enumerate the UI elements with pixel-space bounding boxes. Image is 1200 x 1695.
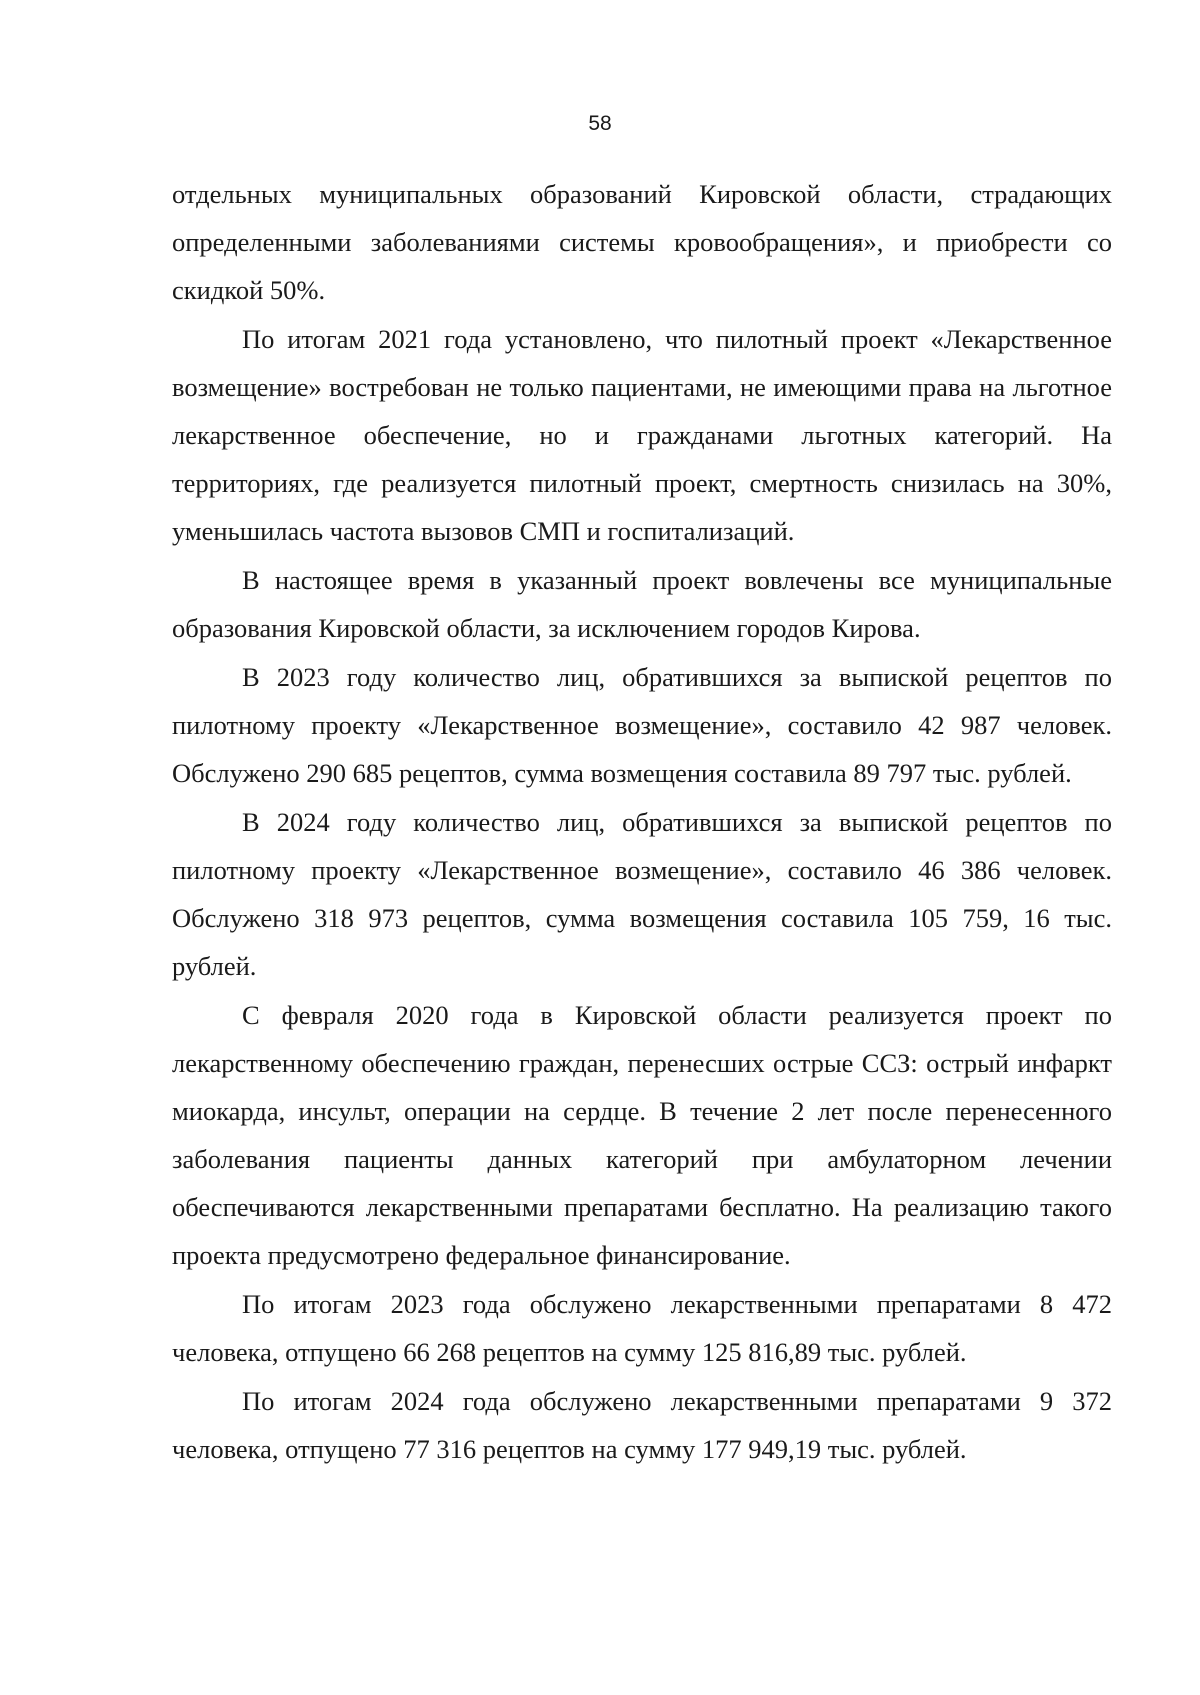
- paragraph-continuation: отдельных муниципальных образований Кировской области, страдающих определенными заболеваниями системы кровообращения», и приобрести со скидкой 50%.: [172, 179, 1112, 305]
- paragraph-pilot-results-2021: По итогам 2021 года установлено, что пилотный проект «Лекарственное возмещение» востребован не только пациентами, не имеющими права на льготное лекарственное обеспечение, но и гражданами льготных категорий. На территориях, где реализуется пилотный проект, смертность снизилась на 30%, уменьшилась частота вызовов СМП и госпитализаций.: [172, 324, 1112, 546]
- page-number: 58: [588, 112, 612, 135]
- document-body: [172, 170, 1112, 1473]
- paragraph-results-2024: В 2024 году количество лиц, обратившихся за выпиской рецептов по пилотному проекту «Лекарственное возмещение», составило 46 386 человек. Обслужено 318 973 рецептов, сумма возмещения составила 105 759, 16 тыс. рублей.: [172, 807, 1112, 981]
- paragraph-css-results-2023: По итогам 2023 года обслужено лекарственными препаратами 8 472 человека, отпущено 66 268 рецептов на сумму 125 816,89 тыс. рублей.: [172, 1289, 1112, 1367]
- paragraph-results-2023: В 2023 году количество лиц, обратившихся за выпиской рецептов по пилотному проекту «Лекарственное возмещение», составило 42 987 человек. Обслужено 290 685 рецептов, сумма возмещения составила 89 797 тыс. рублей.: [172, 662, 1112, 788]
- paragraph-css-results-2024: По итогам 2024 года обслужено лекарственными препаратами 9 372 человека, отпущено 77 316 рецептов на сумму 177 949,19 тыс. рублей.: [172, 1386, 1112, 1464]
- paragraph-project-coverage: В настоящее время в указанный проект вовлечены все муниципальные образования Кировской области, за исключением городов Кирова.: [172, 565, 1112, 643]
- paragraph-css-project: С февраля 2020 года в Кировской области реализуется проект по лекарственному обеспечению граждан, перенесших острые ССЗ: острый инфаркт миокарда, инсульт, операции на сердце. В течение 2 лет после перенесенного заболевания пациенты данных категорий при амбулаторном лечении обеспечиваются лекарственными препаратами бесплатно. На реализацию такого проекта предусмотрено федеральное финансирование.: [172, 1000, 1112, 1270]
